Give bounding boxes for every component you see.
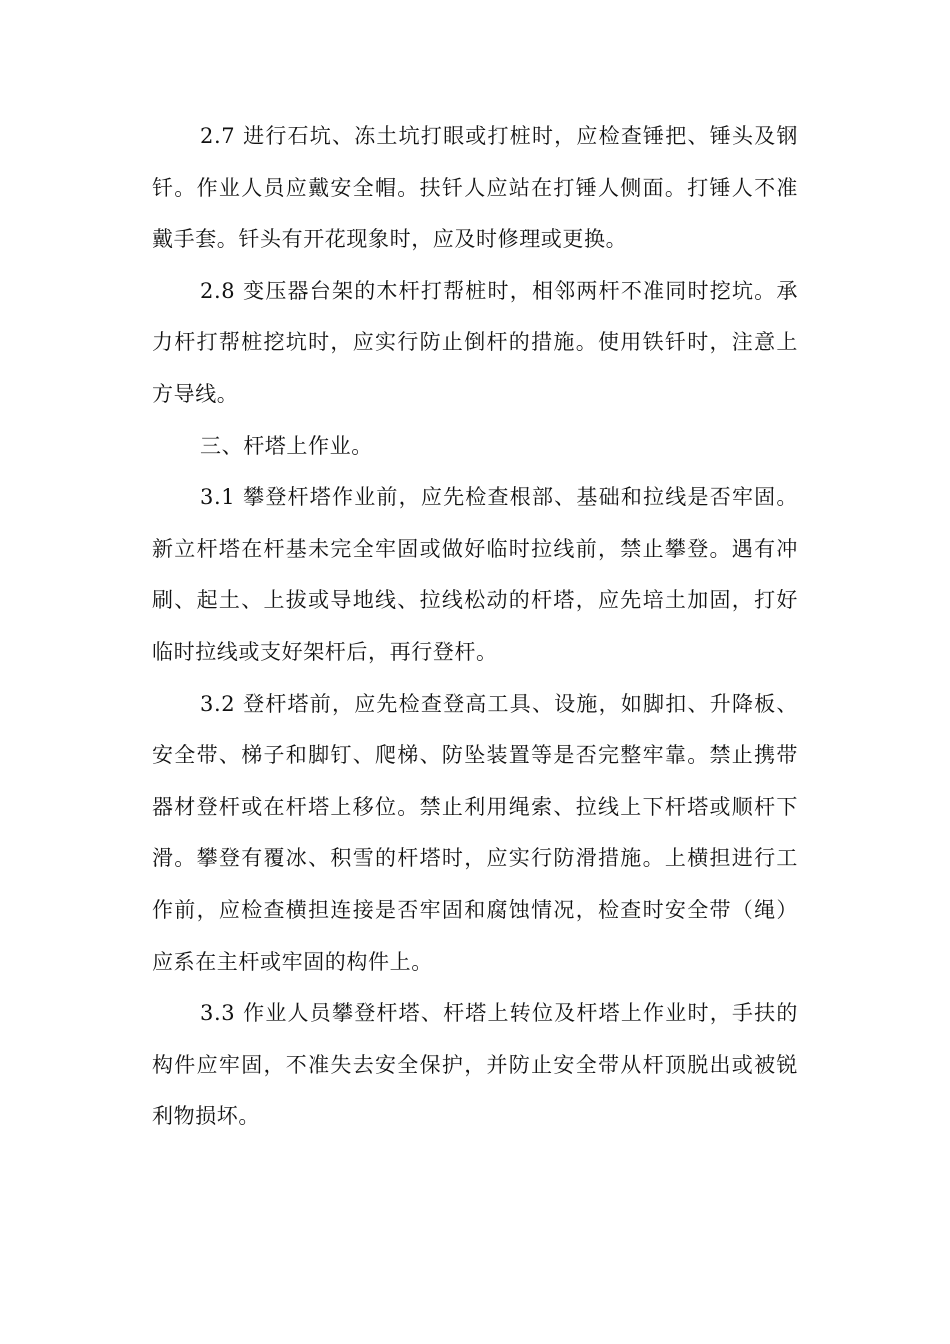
section-heading-3: 三、杆塔上作业。: [200, 433, 373, 458]
paragraph-2-8: 2.8 变压器台架的木杆打帮桩时，相邻两杆不准同时挖坑。承力杆打帮桩挖坑时，应实行防止倒杆的措施。使用铁钎时，注意上方导线。: [152, 278, 798, 406]
paragraph-3-2: 3.2 登杆塔前，应先检查登高工具、设施，如脚扣、升降板、安全带、梯子和脚钉、爬梯、防坠装置等是否完整牢靠。禁止携带器材登杆或在杆塔上移位。禁止利用绳索、拉线上下杆塔或顺杆下滑。攀登有覆冰、积雪的杆塔时，应实行防滑措施。上横担进行工作前，应检查横担连接是否牢固和腐蚀情况，检查时安全带（绳）应系在主杆或牢固的构件上。: [152, 691, 798, 974]
paragraph-2-7: 2.7 进行石坑、冻土坑打眼或打桩时，应检查锤把、锤头及钢钎。作业人员应戴安全帽。扶钎人应站在打锤人侧面。打锤人不准戴手套。钎头有开花现象时，应及时修理或更换。: [152, 124, 798, 252]
paragraph-3-1: 3.1 攀登杆塔作业前，应先检查根部、基础和拉线是否牢固。新立杆塔在杆基未完全牢固或做好临时拉线前，禁止攀登。遇有冲刷、起土、上拔或导地线、拉线松动的杆塔，应先培土加固，打好临时拉线或支好架杆后，再行登杆。: [152, 485, 798, 664]
document-body: [152, 111, 798, 1143]
paragraph-3-3: 3.3 作业人员攀登杆塔、杆塔上转位及杆塔上作业时，手扶的构件应牢固，不准失去安全保护，并防止安全带从杆顶脱出或被锐利物损坏。: [152, 1001, 798, 1129]
